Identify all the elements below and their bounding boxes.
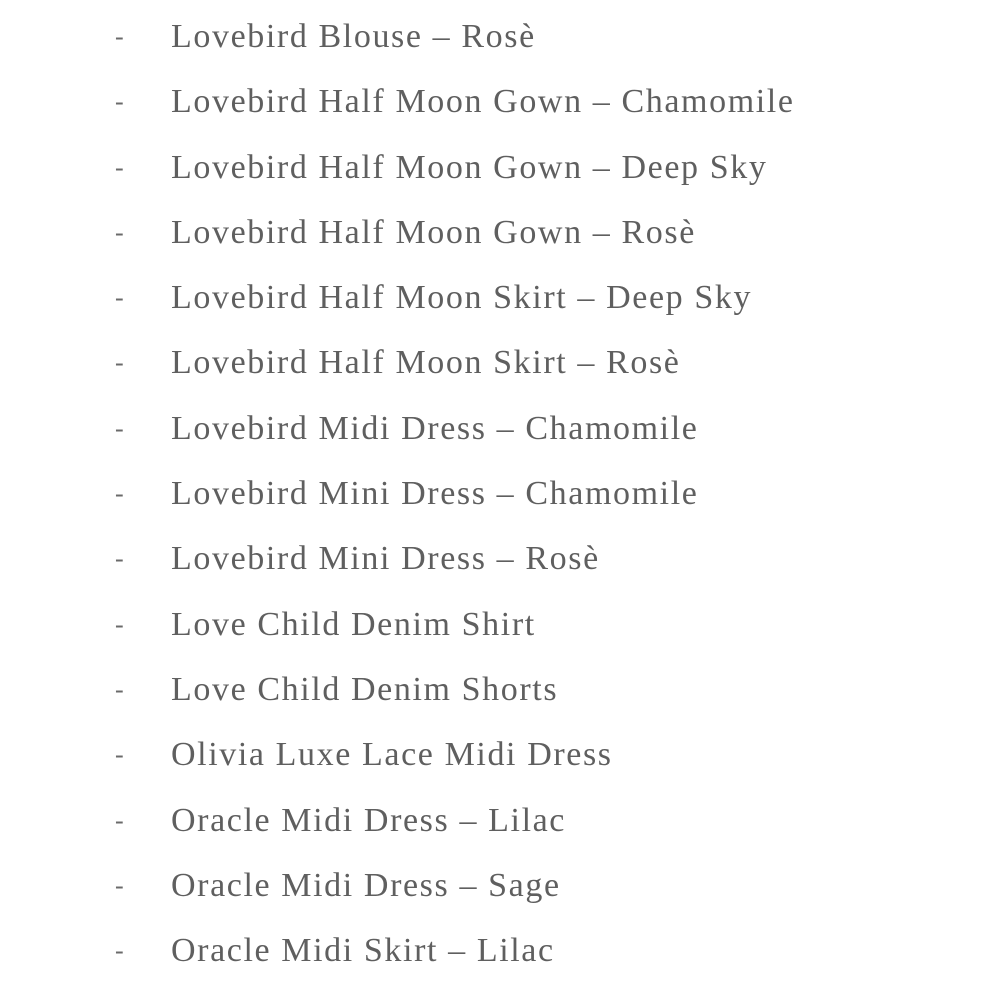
list-bullet: -	[115, 870, 126, 900]
list-bullet: -	[115, 805, 126, 835]
list-item	[0, 200, 1000, 265]
list-item	[0, 330, 1000, 395]
list-item	[0, 788, 1000, 853]
list-bullet: -	[115, 22, 126, 51]
list-bullet: -	[115, 413, 126, 443]
list-bullet: -	[115, 609, 126, 639]
list-item	[0, 396, 1000, 461]
list-item-label: Oracle Midi Dress – Sage	[171, 866, 561, 904]
list-bullet: -	[115, 740, 126, 770]
list-item	[0, 722, 1000, 787]
list-item-label: Lovebird Mini Dress – Chamomile	[171, 475, 699, 513]
list-item-label: Lovebird Half Moon Gown – Deep Sky	[171, 148, 768, 186]
list-bullet: -	[115, 217, 126, 247]
list-item-label: Love Child Denim Shirt	[171, 605, 536, 643]
list-item-label: Oracle Midi Skirt – Lilac	[171, 932, 555, 970]
list-item	[0, 918, 1000, 983]
list-item	[0, 461, 1000, 526]
product-list	[0, 4, 1000, 983]
list-item-label: Love Child Denim Shorts	[171, 670, 559, 708]
list-bullet: -	[115, 544, 126, 574]
list-bullet: -	[115, 87, 126, 117]
list-item	[0, 135, 1000, 200]
list-item-label: Lovebird Half Moon Gown – Rosè	[171, 213, 696, 251]
list-item-label: Lovebird Half Moon Skirt – Rosè	[171, 344, 681, 382]
list-item-label: Lovebird Mini Dress – Rosè	[171, 540, 600, 578]
list-bullet: -	[115, 152, 126, 182]
list-bullet: -	[115, 936, 126, 966]
list-item	[0, 592, 1000, 657]
list-item-label: Lovebird Half Moon Gown – Chamomile	[171, 83, 795, 121]
list-bullet: -	[115, 283, 126, 313]
list-item-label: Olivia Luxe Lace Midi Dress	[171, 736, 613, 774]
list-item	[0, 4, 1000, 69]
list-bullet: -	[115, 479, 126, 509]
list-item	[0, 69, 1000, 134]
list-item	[0, 265, 1000, 330]
list-item-label: Oracle Midi Dress – Lilac	[171, 801, 566, 839]
list-bullet: -	[115, 674, 126, 704]
list-item	[0, 657, 1000, 722]
list-item	[0, 526, 1000, 591]
list-bullet: -	[115, 348, 126, 378]
list-item-label: Lovebird Blouse – Rosè	[171, 18, 536, 55]
list-item	[0, 853, 1000, 918]
list-item-label: Lovebird Half Moon Skirt – Deep Sky	[171, 279, 753, 317]
list-item-label: Lovebird Midi Dress – Chamomile	[171, 409, 699, 447]
